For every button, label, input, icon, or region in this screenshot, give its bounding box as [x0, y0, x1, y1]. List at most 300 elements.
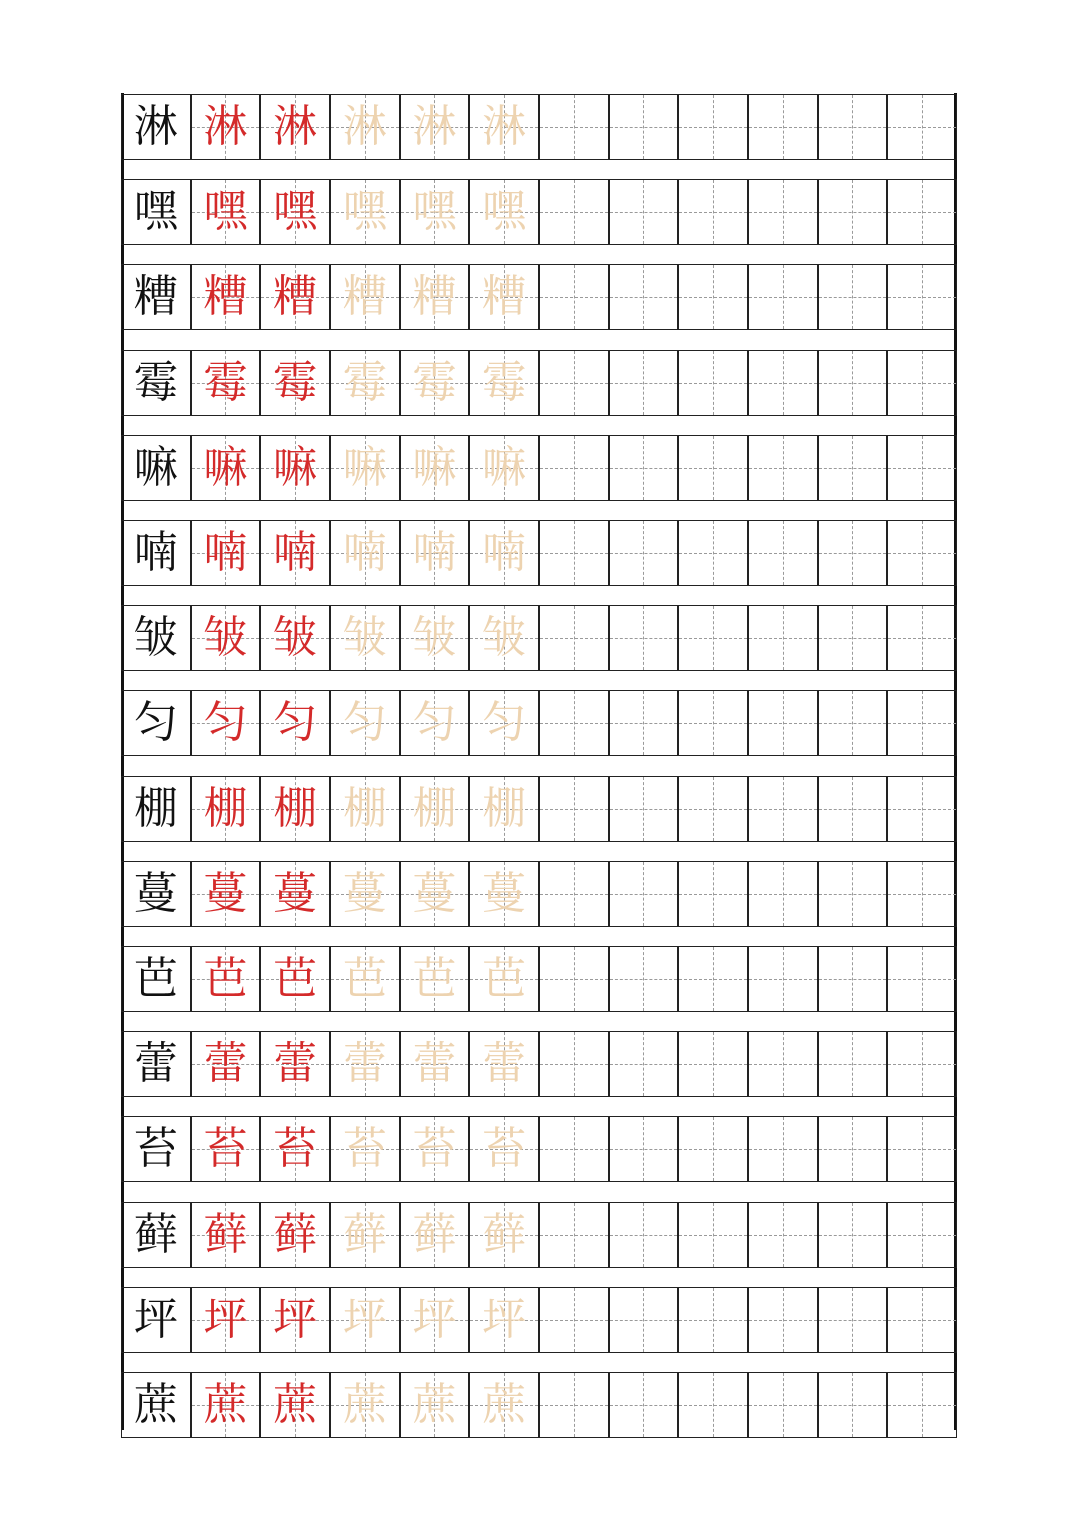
- trace-cell[interactable]: [330, 1287, 400, 1353]
- red-example-character: 坪: [203, 1293, 248, 1345]
- trace-character: 皱: [342, 612, 387, 664]
- model-character: 皱: [133, 612, 178, 664]
- guide-line-horizontal: [540, 383, 608, 384]
- model-character-cell: [121, 776, 191, 842]
- trace-cell[interactable]: [330, 605, 400, 671]
- blank-writing-cell[interactable]: [748, 690, 818, 756]
- guide-line-horizontal: [819, 1235, 887, 1236]
- red-example-cell: [191, 179, 261, 245]
- trace-cell[interactable]: [400, 264, 470, 330]
- red-example-character: 棚: [203, 782, 248, 834]
- trace-cell[interactable]: [469, 776, 539, 842]
- red-example-character: 蔗: [273, 1379, 318, 1430]
- blank-writing-cell[interactable]: [678, 946, 748, 1012]
- blank-writing-cell[interactable]: [818, 1031, 888, 1097]
- trace-character: 喃: [342, 527, 387, 578]
- guide-line-horizontal: [749, 979, 817, 980]
- trace-cell[interactable]: [400, 1116, 470, 1182]
- red-example-cell: [260, 690, 330, 756]
- blank-writing-cell[interactable]: [887, 179, 957, 245]
- trace-cell[interactable]: [469, 861, 539, 927]
- blank-writing-cell[interactable]: [539, 861, 609, 927]
- practice-row: [121, 520, 957, 586]
- guide-line-horizontal: [819, 468, 887, 469]
- guide-line-horizontal: [679, 979, 747, 980]
- trace-character: 皱: [412, 612, 457, 664]
- red-example-cell: [191, 1287, 261, 1353]
- blank-writing-cell[interactable]: [818, 1116, 888, 1182]
- trace-character: 嘿: [412, 186, 457, 238]
- trace-cell[interactable]: [330, 946, 400, 1012]
- trace-character: 芭: [412, 953, 457, 1004]
- trace-cell[interactable]: [469, 946, 539, 1012]
- guide-line-horizontal: [819, 127, 887, 128]
- trace-character: 匀: [482, 697, 527, 749]
- red-example-cell: [191, 350, 261, 416]
- blank-writing-cell[interactable]: [818, 690, 888, 756]
- guide-line-horizontal: [819, 979, 887, 980]
- model-character: 芭: [133, 953, 178, 1004]
- model-character-cell: [121, 350, 191, 416]
- blank-writing-cell[interactable]: [887, 776, 957, 842]
- blank-writing-cell[interactable]: [748, 776, 818, 842]
- trace-cell[interactable]: [330, 179, 400, 245]
- blank-writing-cell[interactable]: [887, 1202, 957, 1268]
- guide-line-horizontal: [540, 1149, 608, 1150]
- trace-cell[interactable]: [400, 1372, 470, 1438]
- blank-writing-cell[interactable]: [887, 94, 957, 160]
- blank-writing-cell[interactable]: [818, 861, 888, 927]
- trace-cell[interactable]: [400, 520, 470, 586]
- trace-cell[interactable]: [400, 350, 470, 416]
- trace-character: 棚: [482, 782, 527, 834]
- red-example-cell: [260, 605, 330, 671]
- model-character: 匀: [133, 697, 178, 749]
- trace-cell[interactable]: [400, 1287, 470, 1353]
- blank-writing-cell[interactable]: [539, 264, 609, 330]
- trace-character: 藓: [342, 1208, 387, 1260]
- blank-writing-cell[interactable]: [609, 1372, 679, 1438]
- blank-writing-cell[interactable]: [609, 946, 679, 1012]
- guide-line-horizontal: [888, 638, 956, 639]
- red-example-cell: [191, 946, 261, 1012]
- trace-cell[interactable]: [469, 520, 539, 586]
- blank-writing-cell[interactable]: [678, 605, 748, 671]
- red-example-cell: [260, 1116, 330, 1182]
- trace-character: 蕾: [482, 1038, 527, 1090]
- blank-writing-cell[interactable]: [539, 435, 609, 501]
- blank-writing-cell[interactable]: [818, 605, 888, 671]
- red-example-cell: [260, 1372, 330, 1438]
- blank-writing-cell[interactable]: [887, 861, 957, 927]
- blank-writing-cell[interactable]: [609, 1031, 679, 1097]
- guide-line-horizontal: [679, 1320, 747, 1321]
- blank-writing-cell[interactable]: [678, 1031, 748, 1097]
- trace-character: 嘿: [482, 186, 527, 238]
- guide-line-horizontal: [888, 297, 956, 298]
- trace-cell[interactable]: [330, 861, 400, 927]
- trace-character: 蔓: [342, 867, 387, 919]
- trace-cell[interactable]: [400, 94, 470, 160]
- model-character-cell: [121, 520, 191, 586]
- trace-character: 苔: [342, 1123, 387, 1175]
- blank-writing-cell[interactable]: [748, 1372, 818, 1438]
- trace-cell[interactable]: [330, 435, 400, 501]
- blank-writing-cell[interactable]: [678, 1202, 748, 1268]
- guide-line-horizontal: [540, 723, 608, 724]
- blank-writing-cell[interactable]: [678, 350, 748, 416]
- blank-writing-cell[interactable]: [678, 690, 748, 756]
- guide-line-horizontal: [679, 1149, 747, 1150]
- blank-writing-cell[interactable]: [539, 690, 609, 756]
- practice-row: [121, 861, 957, 927]
- guide-line-horizontal: [888, 1149, 956, 1150]
- blank-writing-cell[interactable]: [609, 1202, 679, 1268]
- guide-line-horizontal: [888, 383, 956, 384]
- trace-cell[interactable]: [469, 1031, 539, 1097]
- trace-cell[interactable]: [469, 1287, 539, 1353]
- blank-writing-cell[interactable]: [539, 1116, 609, 1182]
- blank-writing-cell[interactable]: [748, 94, 818, 160]
- blank-writing-cell[interactable]: [539, 94, 609, 160]
- blank-writing-cell[interactable]: [748, 605, 818, 671]
- model-character: 蔓: [133, 867, 178, 919]
- blank-writing-cell[interactable]: [678, 435, 748, 501]
- trace-cell[interactable]: [330, 520, 400, 586]
- guide-line-horizontal: [888, 979, 956, 980]
- trace-character: 霉: [482, 356, 527, 408]
- red-example-cell: [191, 1202, 261, 1268]
- blank-writing-cell[interactable]: [678, 861, 748, 927]
- red-example-character: 匀: [273, 697, 318, 749]
- trace-cell[interactable]: [400, 861, 470, 927]
- trace-cell[interactable]: [330, 94, 400, 160]
- guide-line-horizontal: [540, 894, 608, 895]
- blank-writing-cell[interactable]: [539, 946, 609, 1012]
- guide-line-horizontal: [610, 212, 678, 213]
- blank-writing-cell[interactable]: [609, 776, 679, 842]
- blank-writing-cell[interactable]: [887, 1372, 957, 1438]
- trace-cell[interactable]: [330, 690, 400, 756]
- blank-writing-cell[interactable]: [609, 435, 679, 501]
- blank-writing-cell[interactable]: [539, 776, 609, 842]
- practice-row: [121, 690, 957, 756]
- blank-writing-cell[interactable]: [748, 264, 818, 330]
- trace-cell[interactable]: [400, 605, 470, 671]
- blank-writing-cell[interactable]: [539, 1287, 609, 1353]
- trace-cell[interactable]: [330, 350, 400, 416]
- blank-writing-cell[interactable]: [609, 520, 679, 586]
- guide-line-horizontal: [749, 212, 817, 213]
- blank-writing-cell[interactable]: [609, 264, 679, 330]
- guide-line-horizontal: [540, 809, 608, 810]
- red-example-character: 嘿: [273, 186, 318, 238]
- model-character: 坪: [133, 1293, 178, 1345]
- model-character-cell: [121, 179, 191, 245]
- guide-line-horizontal: [540, 1064, 608, 1065]
- guide-line-horizontal: [749, 1064, 817, 1065]
- red-example-character: 皱: [273, 612, 318, 664]
- blank-writing-cell[interactable]: [539, 520, 609, 586]
- trace-cell[interactable]: [469, 350, 539, 416]
- trace-cell[interactable]: [469, 690, 539, 756]
- guide-line-horizontal: [679, 1235, 747, 1236]
- blank-writing-cell[interactable]: [748, 435, 818, 501]
- blank-writing-cell[interactable]: [887, 1116, 957, 1182]
- trace-cell[interactable]: [469, 1372, 539, 1438]
- guide-line-horizontal: [679, 638, 747, 639]
- guide-line-horizontal: [888, 894, 956, 895]
- trace-character: 芭: [342, 953, 387, 1004]
- trace-cell[interactable]: [400, 690, 470, 756]
- trace-character: 蔗: [342, 1379, 387, 1430]
- blank-writing-cell[interactable]: [609, 690, 679, 756]
- blank-writing-cell[interactable]: [887, 1031, 957, 1097]
- blank-writing-cell[interactable]: [887, 946, 957, 1012]
- guide-line-horizontal: [888, 1064, 956, 1065]
- trace-character: 嘛: [482, 441, 527, 493]
- model-character-cell: [121, 1116, 191, 1182]
- blank-writing-cell[interactable]: [818, 776, 888, 842]
- guide-line-horizontal: [540, 1320, 608, 1321]
- guide-line-horizontal: [610, 638, 678, 639]
- red-example-character: 淋: [203, 101, 248, 152]
- trace-character: 淋: [342, 101, 387, 152]
- practice-row: [121, 350, 957, 416]
- model-character: 喃: [133, 527, 178, 578]
- trace-cell[interactable]: [330, 1372, 400, 1438]
- blank-writing-cell[interactable]: [748, 1287, 818, 1353]
- trace-cell[interactable]: [400, 435, 470, 501]
- blank-writing-cell[interactable]: [818, 520, 888, 586]
- trace-character: 霉: [412, 356, 457, 408]
- guide-line-horizontal: [610, 1405, 678, 1406]
- guide-line-horizontal: [749, 1235, 817, 1236]
- model-character-cell: [121, 264, 191, 330]
- guide-line-horizontal: [888, 127, 956, 128]
- blank-writing-cell[interactable]: [748, 861, 818, 927]
- blank-writing-cell[interactable]: [818, 94, 888, 160]
- red-example-cell: [191, 605, 261, 671]
- blank-writing-cell[interactable]: [818, 946, 888, 1012]
- model-character: 蔗: [133, 1379, 178, 1430]
- blank-writing-cell[interactable]: [748, 1031, 818, 1097]
- trace-cell[interactable]: [469, 1116, 539, 1182]
- model-character: 嘿: [133, 186, 178, 238]
- blank-writing-cell[interactable]: [539, 1372, 609, 1438]
- guide-line-horizontal: [610, 1064, 678, 1065]
- model-character: 嘛: [133, 441, 178, 493]
- blank-writing-cell[interactable]: [818, 1202, 888, 1268]
- guide-line-horizontal: [819, 1149, 887, 1150]
- blank-writing-cell[interactable]: [609, 605, 679, 671]
- guide-line-horizontal: [749, 638, 817, 639]
- guide-line-horizontal: [540, 468, 608, 469]
- guide-line-horizontal: [540, 1235, 608, 1236]
- guide-line-horizontal: [749, 1320, 817, 1321]
- blank-writing-cell[interactable]: [887, 350, 957, 416]
- trace-cell[interactable]: [469, 1202, 539, 1268]
- red-example-cell: [191, 776, 261, 842]
- trace-cell[interactable]: [330, 1116, 400, 1182]
- blank-writing-cell[interactable]: [678, 520, 748, 586]
- red-example-character: 芭: [273, 953, 318, 1004]
- blank-writing-cell[interactable]: [818, 264, 888, 330]
- red-example-character: 苔: [273, 1123, 318, 1175]
- guide-line-horizontal: [610, 979, 678, 980]
- trace-cell[interactable]: [400, 946, 470, 1012]
- trace-character: 匀: [412, 697, 457, 749]
- blank-writing-cell[interactable]: [818, 1287, 888, 1353]
- blank-writing-cell[interactable]: [609, 1116, 679, 1182]
- guide-line-horizontal: [540, 553, 608, 554]
- guide-line-horizontal: [679, 723, 747, 724]
- guide-line-horizontal: [679, 553, 747, 554]
- trace-cell[interactable]: [469, 179, 539, 245]
- blank-writing-cell[interactable]: [609, 861, 679, 927]
- blank-writing-cell[interactable]: [609, 1287, 679, 1353]
- blank-writing-cell[interactable]: [678, 1287, 748, 1353]
- trace-cell[interactable]: [400, 1202, 470, 1268]
- model-character-cell: [121, 605, 191, 671]
- blank-writing-cell[interactable]: [818, 435, 888, 501]
- blank-writing-cell[interactable]: [539, 350, 609, 416]
- practice-row: [121, 94, 957, 160]
- trace-character: 蔗: [412, 1379, 457, 1430]
- blank-writing-cell[interactable]: [748, 520, 818, 586]
- blank-writing-cell[interactable]: [887, 605, 957, 671]
- blank-writing-cell[interactable]: [678, 1372, 748, 1438]
- trace-cell[interactable]: [400, 776, 470, 842]
- blank-writing-cell[interactable]: [539, 179, 609, 245]
- blank-writing-cell[interactable]: [818, 1372, 888, 1438]
- trace-cell[interactable]: [330, 264, 400, 330]
- guide-line-horizontal: [540, 979, 608, 980]
- blank-writing-cell[interactable]: [887, 1287, 957, 1353]
- guide-line-horizontal: [540, 127, 608, 128]
- trace-cell[interactable]: [469, 605, 539, 671]
- trace-cell[interactable]: [469, 264, 539, 330]
- red-example-character: 藓: [203, 1208, 248, 1260]
- trace-cell[interactable]: [469, 94, 539, 160]
- blank-writing-cell[interactable]: [748, 1202, 818, 1268]
- blank-writing-cell[interactable]: [609, 94, 679, 160]
- blank-writing-cell[interactable]: [609, 179, 679, 245]
- model-character-cell: [121, 1031, 191, 1097]
- blank-writing-cell[interactable]: [539, 605, 609, 671]
- red-example-character: 蕾: [203, 1038, 248, 1090]
- trace-character: 坪: [412, 1293, 457, 1345]
- blank-writing-cell[interactable]: [609, 350, 679, 416]
- blank-writing-cell[interactable]: [887, 520, 957, 586]
- red-example-character: 藓: [273, 1208, 318, 1260]
- trace-character: 嘿: [342, 186, 387, 238]
- blank-writing-cell[interactable]: [887, 264, 957, 330]
- guide-line-horizontal: [679, 1064, 747, 1065]
- blank-writing-cell[interactable]: [887, 435, 957, 501]
- guide-line-horizontal: [540, 297, 608, 298]
- trace-cell[interactable]: [400, 179, 470, 245]
- blank-writing-cell[interactable]: [678, 179, 748, 245]
- model-character-cell: [121, 1202, 191, 1268]
- blank-writing-cell[interactable]: [678, 264, 748, 330]
- guide-line-horizontal: [888, 1320, 956, 1321]
- guide-line-horizontal: [749, 383, 817, 384]
- red-example-cell: [191, 1031, 261, 1097]
- trace-character: 嘛: [342, 441, 387, 493]
- red-example-cell: [191, 435, 261, 501]
- guide-line-horizontal: [819, 809, 887, 810]
- guide-line-horizontal: [610, 383, 678, 384]
- guide-line-horizontal: [540, 638, 608, 639]
- guide-line-horizontal: [749, 1405, 817, 1406]
- blank-writing-cell[interactable]: [887, 690, 957, 756]
- blank-writing-cell[interactable]: [748, 350, 818, 416]
- guide-line-horizontal: [540, 212, 608, 213]
- blank-writing-cell[interactable]: [539, 1202, 609, 1268]
- guide-line-horizontal: [749, 553, 817, 554]
- guide-line-horizontal: [679, 212, 747, 213]
- blank-writing-cell[interactable]: [678, 776, 748, 842]
- model-character: 苔: [133, 1123, 178, 1175]
- model-character-cell: [121, 435, 191, 501]
- practice-row: [121, 776, 957, 842]
- red-example-cell: [260, 1031, 330, 1097]
- trace-character: 苔: [482, 1123, 527, 1175]
- model-character: 淋: [133, 101, 178, 152]
- blank-writing-cell[interactable]: [678, 1116, 748, 1182]
- guide-line-horizontal: [610, 297, 678, 298]
- model-character: 棚: [133, 782, 178, 834]
- guide-line-horizontal: [540, 1405, 608, 1406]
- red-example-cell: [260, 94, 330, 160]
- guide-line-horizontal: [679, 894, 747, 895]
- blank-writing-cell[interactable]: [678, 94, 748, 160]
- guide-line-horizontal: [679, 297, 747, 298]
- guide-line-horizontal: [749, 297, 817, 298]
- blank-writing-cell[interactable]: [748, 1116, 818, 1182]
- trace-cell[interactable]: [330, 1202, 400, 1268]
- blank-writing-cell[interactable]: [818, 350, 888, 416]
- red-example-character: 蔗: [203, 1379, 248, 1430]
- blank-writing-cell[interactable]: [748, 946, 818, 1012]
- guide-line-horizontal: [819, 553, 887, 554]
- red-example-character: 蔓: [273, 867, 318, 919]
- red-example-cell: [260, 861, 330, 927]
- trace-character: 糟: [342, 271, 387, 323]
- model-character-cell: [121, 94, 191, 160]
- trace-character: 淋: [482, 101, 527, 152]
- blank-writing-cell[interactable]: [539, 1031, 609, 1097]
- guide-line-horizontal: [749, 894, 817, 895]
- blank-writing-cell[interactable]: [818, 179, 888, 245]
- trace-cell[interactable]: [469, 435, 539, 501]
- model-character: 蕾: [133, 1038, 178, 1090]
- trace-character: 喃: [412, 527, 457, 578]
- trace-character: 芭: [482, 953, 527, 1004]
- trace-cell[interactable]: [330, 776, 400, 842]
- model-character-cell: [121, 861, 191, 927]
- trace-cell[interactable]: [400, 1031, 470, 1097]
- trace-cell[interactable]: [330, 1031, 400, 1097]
- blank-writing-cell[interactable]: [748, 179, 818, 245]
- red-example-character: 坪: [273, 1293, 318, 1345]
- red-example-character: 蕾: [273, 1038, 318, 1090]
- trace-character: 嘛: [412, 441, 457, 493]
- guide-line-horizontal: [819, 212, 887, 213]
- red-example-cell: [260, 1202, 330, 1268]
- trace-character: 坪: [342, 1293, 387, 1345]
